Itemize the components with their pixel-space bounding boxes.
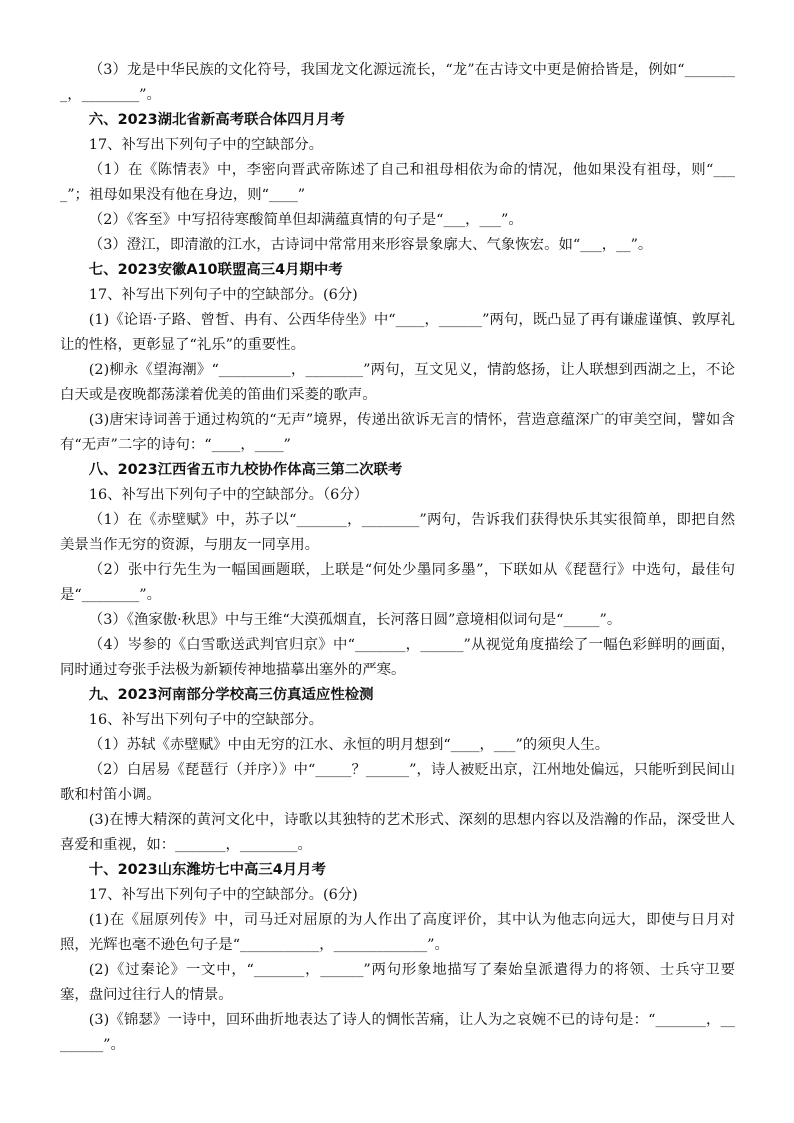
question-item: （1）在《陈情表》中，李密向晋武帝陈述了自己和祖母相依为命的情况，他如果没有祖母，则“____”；祖母如果没有他在身边，则“____”	[60, 162, 735, 203]
question-item: (3)在博大精深的黄河文化中，诗歌以其独特的艺术形式、深刻的思想内容以及浩瀚的作品，深受世人喜爱和重视，如：_______，________。	[60, 812, 735, 853]
question-item: （2）白居易《琵琶行（并序）》中“_____？______”，诗人被贬出京，江州地处偏远，只能听到民间山歌和村笛小调。	[60, 762, 735, 803]
question-item: （2）张中行先生为一幅国画题联，上联是“何处少墨同多墨”，下联如从《琵琶行》中选句，最佳句是“________”。	[60, 562, 735, 603]
section-heading: 七、2023安徽A10联盟高三4月期中考	[88, 262, 343, 278]
question-stem: 16、补写出下列句子中的空缺部分。（6分）	[88, 487, 369, 503]
question-item: （3）《渔家傲·秋思》中与王维“大漠孤烟直，长河落日圆”意境相似词句是“_____”。	[88, 612, 622, 628]
question-item: (1)在《屈原列传》中，司马迁对屈原的为人作出了高度评价，其中认为他志向远大，即使与日月对照，光辉也毫不逊色句子是“___________，_____________”。	[60, 912, 735, 953]
question-item: （1）在《赤壁赋》中，苏子以“_______，________”两句，告诉我们获得快乐其实很简单，即把自然美景当作无穷的资源，与朋友一同享用。	[60, 512, 735, 553]
document-body	[60, 58, 735, 1058]
question-item: （1）苏轼《赤壁赋》中由无穷的江水、永恒的明月想到“____，___”的须臾人生。	[88, 737, 610, 753]
question-item: （4）岑参的《白雪歌送武判官归京》中“_______，______”从视觉角度描绘了一幅色彩鲜明的画面，同时通过夸张手法极为新颖传神地描摹出塞外的严寒。	[60, 637, 735, 678]
section-heading: 八、2023江西省五市九校协作体高三第二次联考	[88, 462, 403, 478]
question-stem: 17、补写出下列句子中的空缺部分。	[88, 137, 323, 153]
question-item: （3）龙是中华民族的文化符号，我国龙文化源远流长，“龙”在古诗文中更是俯拾皆是，例如“________，________”。	[60, 62, 735, 103]
section-heading: 十、2023山东潍坊七中高三4月月考	[88, 862, 326, 878]
question-item: (3)唐宋诗词善于通过构筑的“无声”境界，传递出欲诉无言的情怀，营造意蕴深广的审美空间，譬如含有“无声”二字的诗句：“____，____”	[60, 412, 735, 453]
question-item: (2)柳永《望海潮》“__________，________”两句，互文见义，情韵悠扬，让人联想到西湖之上，不论白天或是夜晚都荡漾着优美的笛曲们采菱的歌声。	[60, 362, 735, 403]
question-item: (1)《论语·子路、曾皙、冉有、公西华侍坐》中“____，______”两句，既凸显了再有谦虚谨慎、敦厚礼让的性格，更彰显了“礼乐”的重要性。	[60, 312, 735, 353]
question-item: (2)《过秦论》一文中，“_______，______”两句形象地描写了秦始皇派遣得力的将领、士兵守卫要塞，盘问过往行人的情景。	[60, 962, 735, 1003]
question-stem: 16、补写出下列句子中的空缺部分。	[88, 712, 323, 728]
section-heading: 九、2023河南部分学校高三仿真适应性检测	[88, 687, 374, 703]
question-item: （3）澄江，即清澈的江水，古诗词中常常用来形容景象廓大、气象恢宏。如“___，__”。	[88, 237, 653, 253]
question-item: （2）《客至》中写招待寒酸简单但却满蕴真情的句子是“___，___”。	[88, 212, 523, 228]
section-heading: 六、2023湖北省新高考联合体四月月考	[88, 112, 345, 128]
question-stem: 17、补写出下列句子中的空缺部分。(6分)	[88, 287, 358, 303]
question-stem: 17、补写出下列句子中的空缺部分。(6分)	[88, 887, 358, 903]
question-item: (3)《锦瑟》一诗中，回环曲折地表达了诗人的惆怅苦痛，让人为之哀婉不已的诗句是：“_______，________”。	[60, 1012, 735, 1053]
